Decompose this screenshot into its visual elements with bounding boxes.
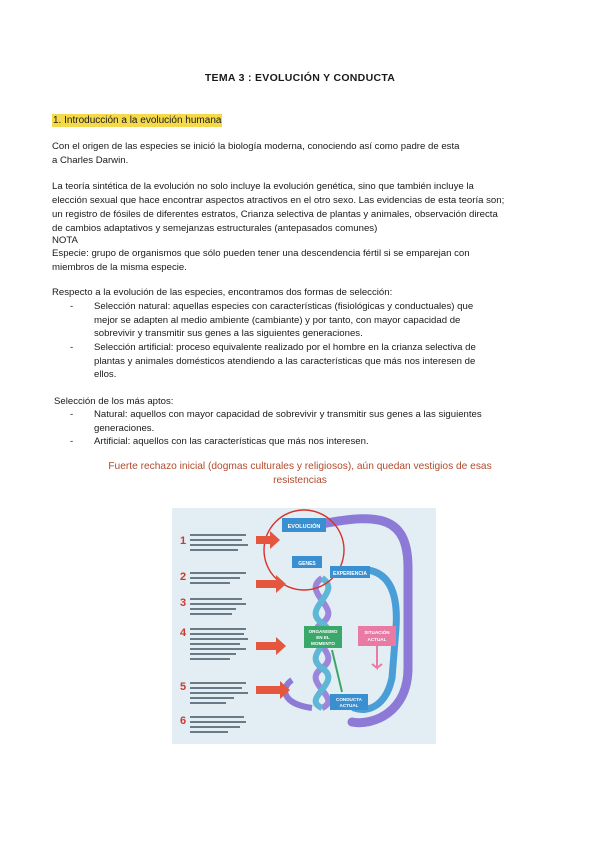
step-number-2: 2	[180, 571, 187, 583]
intro-paragraph-line-2: a Charles Darwin.	[52, 155, 129, 166]
selection-artificial-line-3: ellos.	[94, 369, 117, 380]
synthesis-paragraph-line-3: un registro de fósiles de diferentes estratos, Crianza selectiva de plantas y animales, observación directa	[52, 209, 498, 220]
selection-item-natural	[70, 300, 554, 341]
synthesis-paragraph-line-1: La teoría sintética de la evolución no solo incluye la evolución genética, sino que también incluye la	[52, 181, 474, 192]
organismo-label-1: ORGANISMO	[308, 629, 338, 634]
arrow-situacion-to-loop	[372, 646, 382, 668]
situacion-label-2: ACTUAL	[367, 637, 387, 642]
genes-label: GENES	[298, 561, 316, 567]
step-number-6: 6	[180, 715, 187, 727]
arrow-group	[256, 531, 290, 699]
evolution-behavior-diagram	[172, 508, 436, 744]
step-number-5: 5	[180, 681, 187, 693]
selection-natural-line-3: sobrevivir y transmitir sus genes a las siguientes generaciones.	[94, 328, 363, 339]
aptos-item-artificial	[70, 435, 554, 449]
selection-natural-line-1: Selección natural: aquellas especies con características (fisiológicas y conductuales) que	[94, 301, 474, 312]
synthesis-paragraph-line-4: de cambios adaptativos y semejanzas estructurales (antepasados comunes)	[52, 223, 378, 234]
experiencia-label: EXPERIENCIA	[333, 571, 367, 577]
synthesis-paragraph-line-2: elección sexual que hace encontrar aspectos atractivos en el otro sexo. Las evidencias de esta teoría son;	[52, 195, 505, 206]
step-number-3: 3	[180, 597, 187, 609]
selection-artificial-line-1: Selección artificial: proceso equivalente realizado por el hombre en la crianza selectiva de	[94, 342, 476, 353]
arrow-2	[256, 575, 286, 593]
aptos-natural-line-1: Natural: aquellos con mayor capacidad de sobrevivir y transmitir sus genes a las siguientes	[94, 409, 482, 420]
situacion-box	[358, 626, 396, 646]
step-number-1: 1	[180, 535, 187, 547]
step-number-4: 4	[180, 627, 187, 639]
quote-line-2: resistencias	[273, 475, 327, 486]
nota-line-1: Especie: grupo de organismos que sólo pueden tener una descendencia fértil si se emparejan con	[52, 248, 470, 259]
selection-item-artificial	[70, 341, 554, 382]
conducta-label-2: ACTUAL	[339, 703, 359, 708]
nota-label: NOTA	[52, 235, 78, 246]
arrow-organismo-to-conducta	[332, 650, 342, 692]
evolucion-label: EVOLUCIÓN	[287, 524, 321, 530]
caption-lines	[190, 534, 248, 733]
document-title: TEMA 3 : EVOLUCIÓN Y CONDUCTA	[204, 72, 396, 84]
situacion-label-1: SITUACIÓN	[364, 630, 390, 635]
conducta-label-1: CONDUCTA	[336, 697, 362, 702]
selection-natural-line-2: mejor se adapten al medio ambiente (cambiante) y por tanto, con mayor capacidad de	[94, 314, 461, 326]
quote-line-1: Fuerte rechazo inicial (dogmas culturales y religiosos), aún quedan vestigios de esas	[108, 461, 492, 472]
aptos-item-natural	[70, 408, 554, 435]
nota-line-2: miembros de la misma especie.	[52, 262, 187, 273]
organismo-label-2: EN EL	[316, 635, 330, 640]
aptos-artificial-line-1: Artificial: aquellos con las características que más nos interesen.	[94, 436, 369, 447]
arrow-4	[256, 637, 286, 655]
diagram-svg	[172, 508, 436, 744]
rejection-quote	[60, 460, 540, 488]
section-heading: 1. Introducción a la evolución humana	[53, 115, 222, 126]
selection-intro: Respecto a la evolución de las especies, encontramos dos formas de selección:	[52, 287, 393, 298]
bullet-dash: -	[70, 409, 74, 420]
intro-paragraph-line-1: Con el origen de las especies se inició la biología moderna, conociendo así como padre de esta	[52, 141, 460, 152]
organismo-label-3: MOMENTO	[311, 641, 335, 646]
aptos-heading: Selección de los más aptos:	[54, 396, 174, 407]
aptos-natural-line-2: generaciones.	[94, 422, 155, 434]
base-loop	[285, 680, 312, 708]
selection-artificial-line-2: plantas y animales domésticos atendiendo a las características que más nos interesen de	[94, 355, 476, 367]
bullet-dash: -	[70, 301, 74, 312]
bullet-dash: -	[70, 342, 74, 353]
bullet-dash: -	[70, 436, 74, 447]
